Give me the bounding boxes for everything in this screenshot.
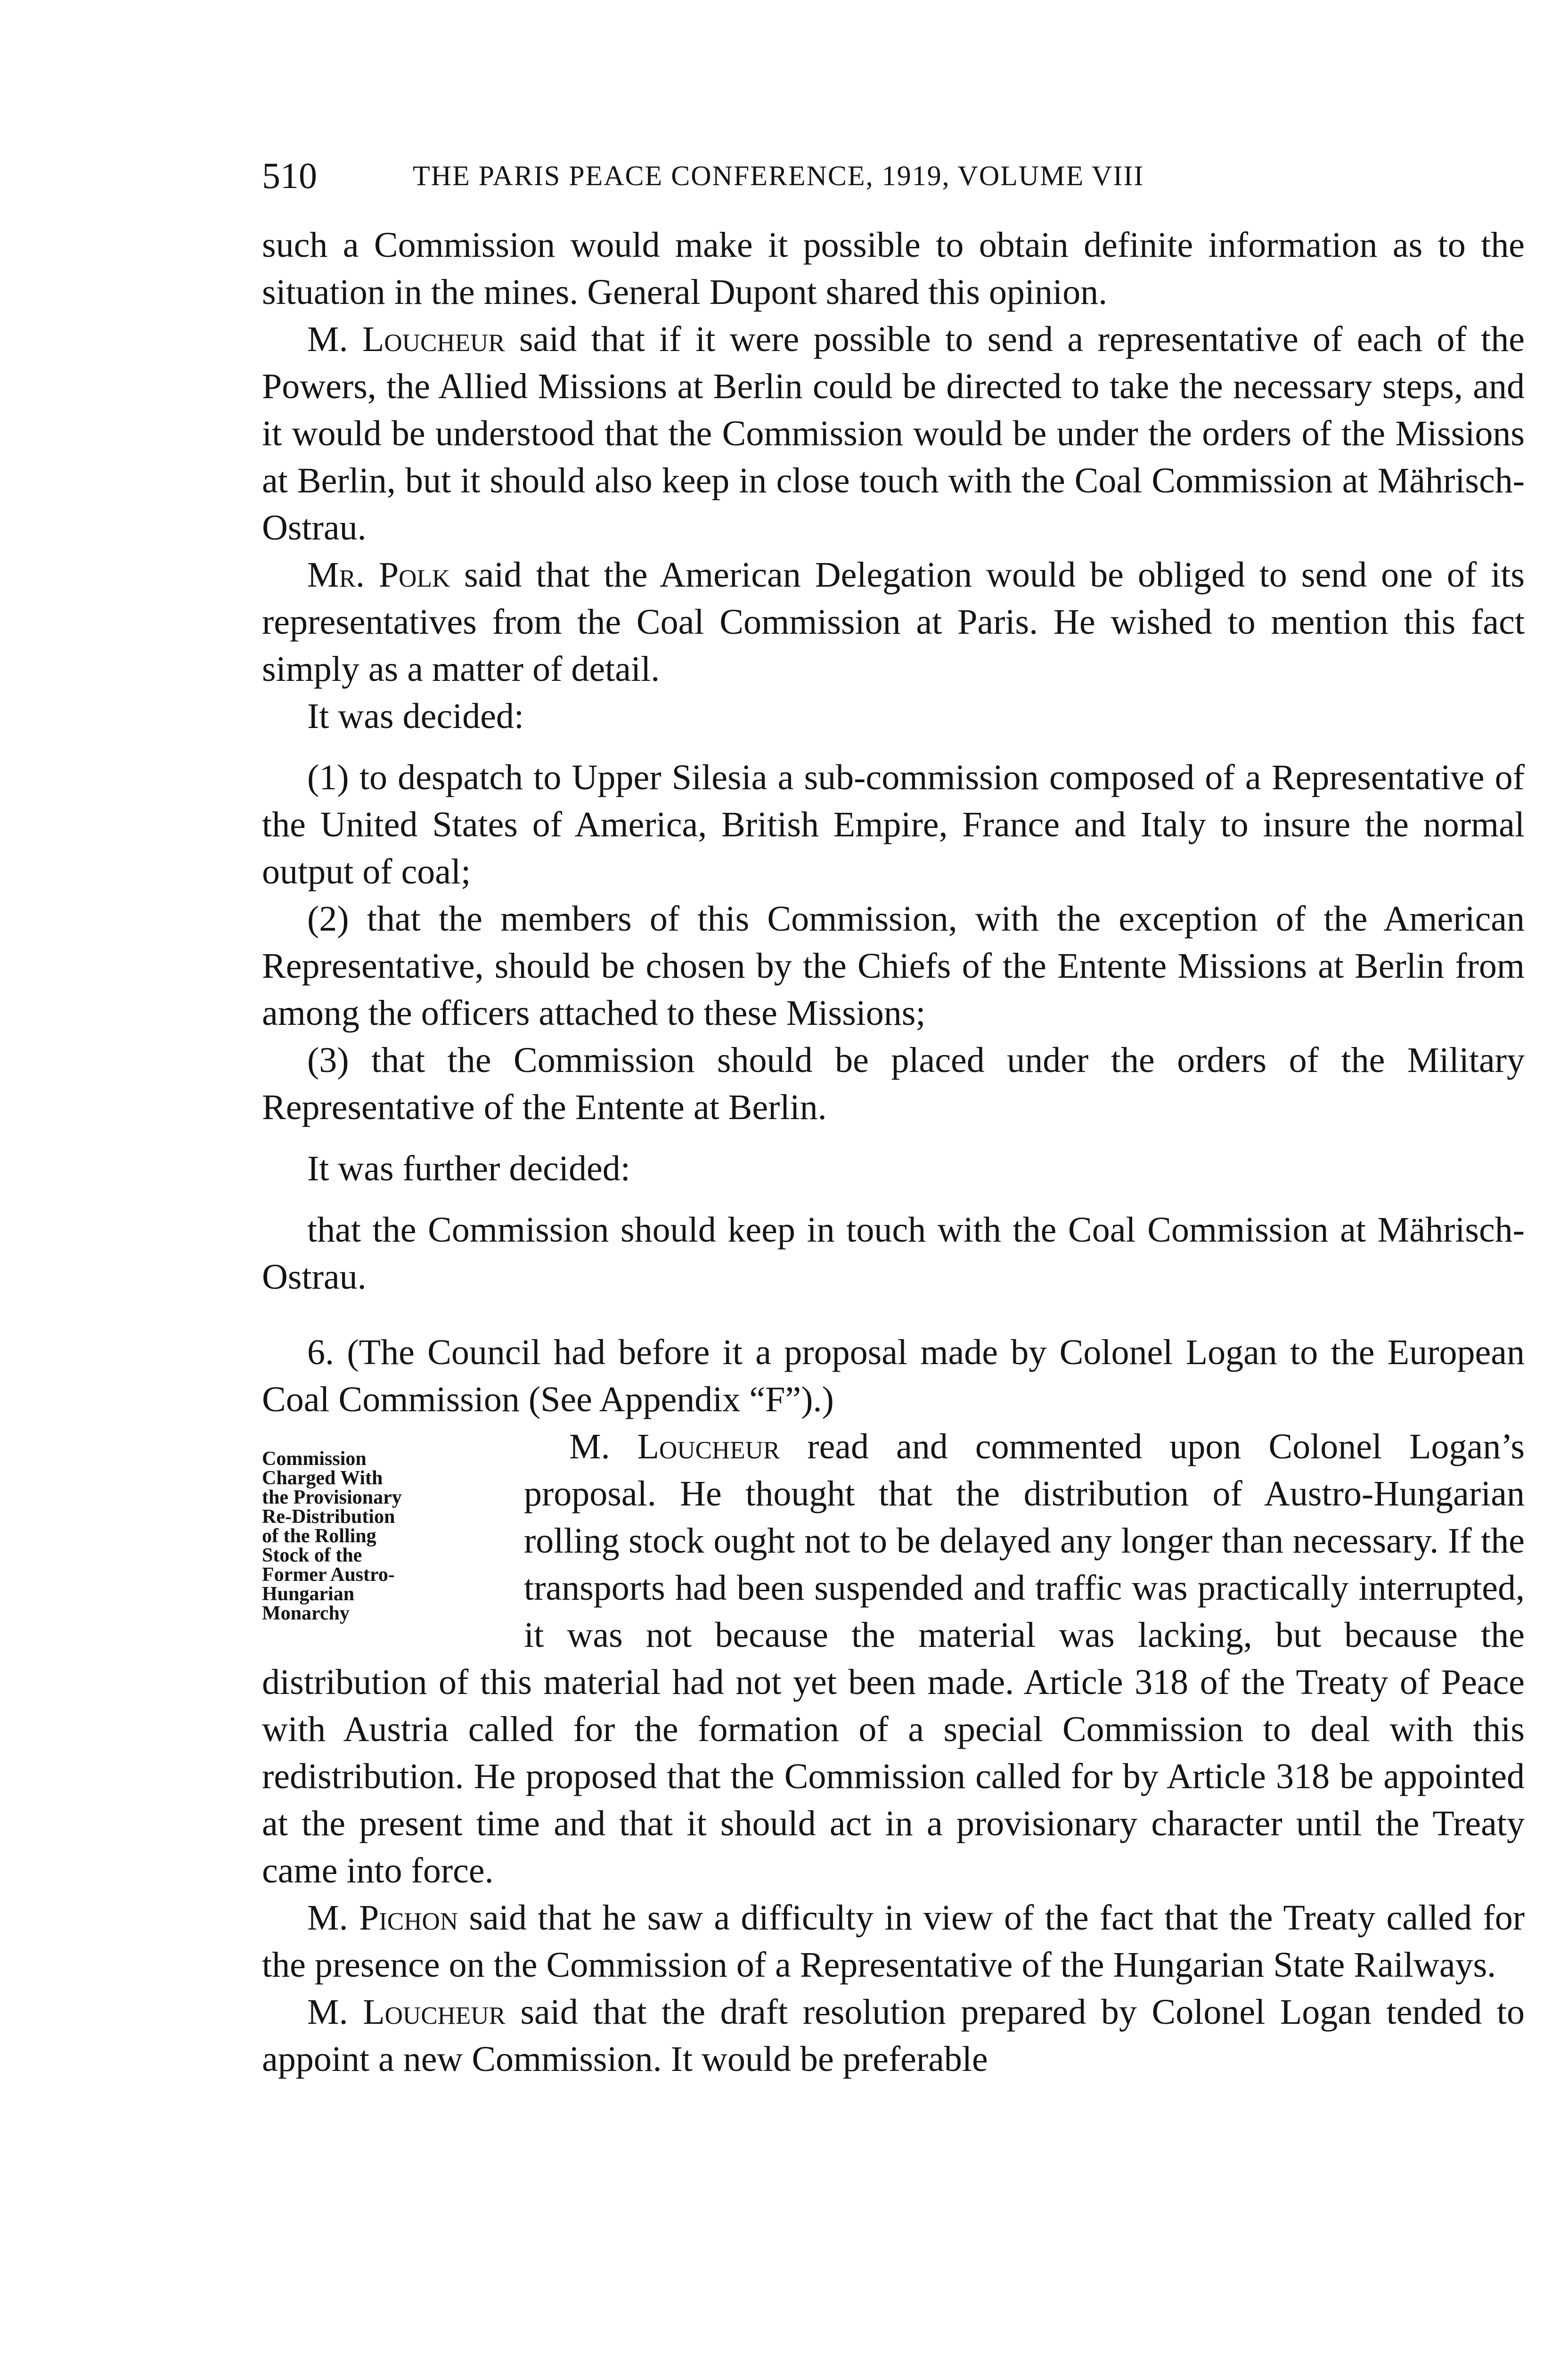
paragraph-text: said that if it were possible to send a representative of each of the Powers, the Allied Missions at Berlin could be directed to take the necessary steps, and it would be understood that the Commission would be under the orders of the Missions at Berlin, but it should also keep in close touch with the Coal Commission at Mährisch-Ostrau. — [262, 319, 1525, 548]
speaker-name: Mr. Polk — [307, 555, 450, 595]
decision-heading: It was decided: — [307, 696, 524, 736]
further-resolution: that the Commission should keep in touch with the Coal Commission at Mährisch-Ostrau. — [262, 1210, 1525, 1297]
spacer — [262, 740, 1525, 754]
sidenote-line: Hungarian — [262, 1583, 355, 1605]
speaker-name: M. Loucheur — [307, 1992, 506, 2032]
speaker-name: M. Loucheur — [307, 319, 505, 359]
sidenote-line: of the Rolling — [262, 1525, 376, 1547]
sidenote-line: Re-Distribution — [262, 1506, 395, 1528]
paragraph-pichon — [262, 1894, 1525, 1988]
item-6-section — [262, 1423, 1525, 1894]
paragraph-text: said that he saw a difficulty in view of the fact that the Treaty called for the presence on the Commission of a Representative of the Hungarian State Railways. — [262, 1898, 1525, 1985]
sidenote-line: Charged With — [262, 1467, 383, 1489]
margin-sidenote — [262, 1449, 498, 1623]
resolution-item-3: (3) that the Commission should be placed under the orders of the Military Representative of the Entente at Berlin. — [262, 1040, 1525, 1127]
paragraph-loucheur-3 — [262, 1988, 1525, 2083]
spacer — [262, 1301, 1525, 1329]
page-header — [262, 150, 1525, 202]
spacer — [262, 1192, 1525, 1206]
resolution-list — [262, 754, 1525, 1131]
sidenote-line: Commission — [262, 1448, 367, 1470]
paragraph-continuation: such a Commission would make it possible to obtain definite information as to the situation in the mines. General Dupont shared this opinion. — [262, 225, 1525, 312]
paragraph-loucheur-1 — [262, 316, 1525, 551]
paragraph-polk — [262, 551, 1525, 693]
speaker-name: M. Pichon — [307, 1898, 458, 1938]
resolution-item-2: (2) that the members of this Commission, with the exception of the American Representative, should be chosen by the Chiefs of the Entente Missions at Berlin from among the officers attached to these Missions; — [262, 899, 1525, 1033]
spacer — [262, 1131, 1525, 1145]
paragraph-text: said that the draft resolution prepared by Colonel Logan tended to appoint a new Commission. It would be preferable — [262, 1992, 1525, 2079]
sidenote-line: Former Austro- — [262, 1564, 395, 1586]
further-decision-heading: It was further decided: — [307, 1149, 630, 1188]
running-head: THE PARIS PEACE CONFERENCE, 1919, VOLUME VIII — [413, 160, 1144, 191]
item-6-intro: 6. (The Council had before it a proposal made by Colonel Logan to the European Coal Commission (See Appendix “F”).) — [262, 1333, 1525, 1419]
paragraph-text: read and commented upon Colonel Logan’s proposal. He thought that the distribution of Austro-Hungarian rolling stock ought not to be delayed any longer than necessary. If the transports had been suspended and traffic was practically interrupted, it was not because the material was lacking, but because the distribution of this material had not yet been made. Article 318 of the Treaty of Peace with Austria called for the formation of a special Commission to deal with this redistribution. He proposed that the Commission called for by Article 318 be appointed at the present time and that it should act in a provisionary character until the Treaty came into force. — [262, 1427, 1525, 1890]
sidenote-line: Monarchy — [262, 1603, 350, 1624]
resolution-item-1: (1) to despatch to Upper Silesia a sub-commission composed of a Representative of the United States of America, British Empire, France and Italy to insure the normal output of coal; — [262, 758, 1525, 892]
sidenote-line: Stock of the — [262, 1545, 362, 1566]
page-number: 510 — [262, 155, 317, 196]
paragraph-text: said that the American Delegation would be obliged to send one of its representatives from the Coal Commission at Paris. He wished to mention this fact simply as a matter of detail. — [262, 555, 1525, 689]
sidenote-line: the Provisionary — [262, 1487, 402, 1508]
speaker-name: M. Loucheur — [569, 1427, 780, 1466]
body-text — [262, 221, 1525, 2083]
